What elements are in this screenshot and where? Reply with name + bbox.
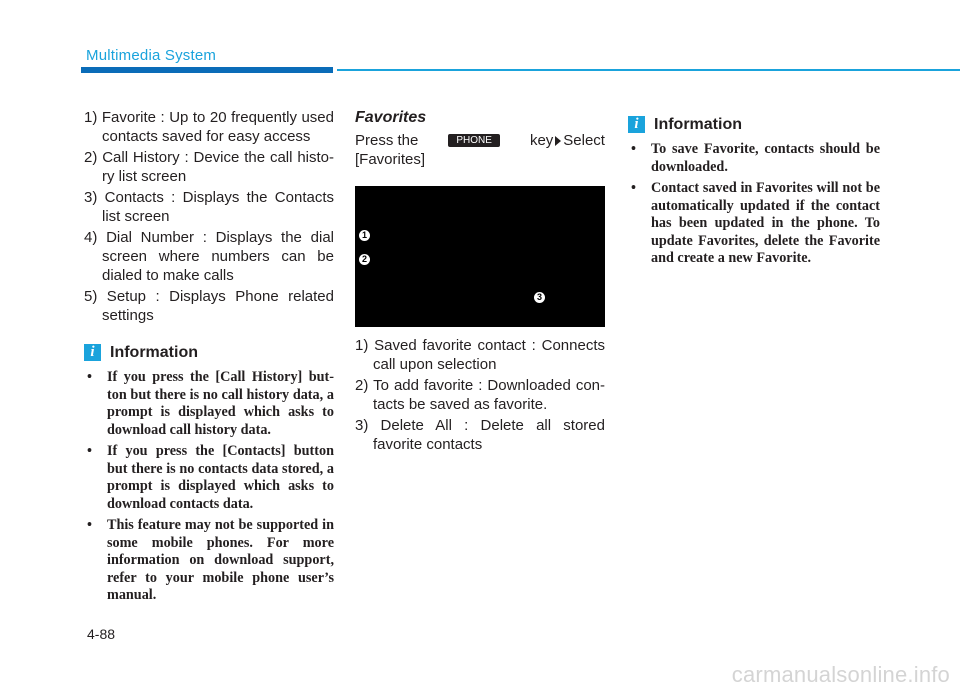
- info-title: Information: [654, 116, 742, 133]
- bullet-item: • If you press the [Contacts] button but there is no contacts data stored, a prompt is displayed which asks to download contacts data.: [84, 443, 334, 513]
- phone-key-badge: PHONE: [448, 134, 500, 147]
- list-item: 2) To add favorite : Downloaded con- tacts be saved as favorite.: [355, 377, 605, 413]
- page-number: 4-88: [87, 626, 116, 642]
- bullet-item: • If you press the [Call History] but- ton but there is no call history data, a prompt is displayed which asks to download call history data.: [84, 369, 334, 439]
- header-bar-light: [337, 69, 960, 71]
- list-item: 2) Call History : Device the call histo- ry list screen: [84, 149, 334, 185]
- list-item: 4) Dial Number : Displays the dial screen where numbers can be dialed to make calls: [84, 229, 334, 284]
- list-item: 5) Setup : Displays Phone related settings: [84, 288, 334, 324]
- list-item: 1) Favorite : Up to 20 frequently used contacts saved for easy access: [84, 109, 334, 145]
- info-heading: [84, 343, 334, 362]
- list-item: 3) Delete All : Delete all stored favorite contacts: [355, 417, 605, 453]
- info-heading: [628, 115, 880, 134]
- info-title: Information: [110, 344, 198, 361]
- callout-marker-2: 2: [359, 254, 370, 265]
- callout-marker-1: 1: [359, 230, 370, 241]
- info-icon: i: [628, 116, 645, 133]
- list-item: 1) Saved favorite contact : Connects call upon selection: [355, 337, 605, 373]
- info-bullet-list: [628, 141, 880, 268]
- favorites-heading: Favorites: [355, 109, 427, 126]
- section-header-title: Multimedia System: [86, 47, 217, 64]
- info-icon: i: [84, 344, 101, 361]
- column-left: [84, 108, 334, 609]
- instruction-line: [355, 131, 605, 150]
- select-word: Select: [563, 132, 605, 149]
- list-item: 3) Contacts : Displays the Contacts list screen: [84, 189, 334, 225]
- favorites-screen-image: [355, 186, 605, 327]
- phone-menu-list: [84, 108, 334, 325]
- bullet-item: • To save Favorite, contacts should be downloaded.: [628, 141, 880, 176]
- key-select: [530, 131, 605, 150]
- info-bullet-list: [84, 369, 334, 605]
- press-prefix: Press the: [355, 132, 419, 149]
- column-right: [628, 108, 880, 272]
- favorites-items-list: [355, 336, 605, 454]
- callout-marker-3: 3: [534, 292, 545, 303]
- bullet-item: • Contact saved in Favorites will not be automatically updated if the contact has been updated in the phone. To update Favorites, delete the Favorite and create a new Favorite.: [628, 180, 880, 268]
- press-target: [Favorites]: [355, 151, 426, 168]
- arrow-right-icon: [555, 136, 561, 146]
- column-middle: [355, 108, 605, 456]
- key-word: key: [529, 132, 554, 149]
- header-bar-dark: [81, 67, 333, 73]
- watermark-text: carmanualsonline.info: [731, 662, 950, 687]
- bullet-item: • This feature may not be supported in some mobile phones. For more information on download support, refer to your mobile phone user’s manual.: [84, 517, 334, 605]
